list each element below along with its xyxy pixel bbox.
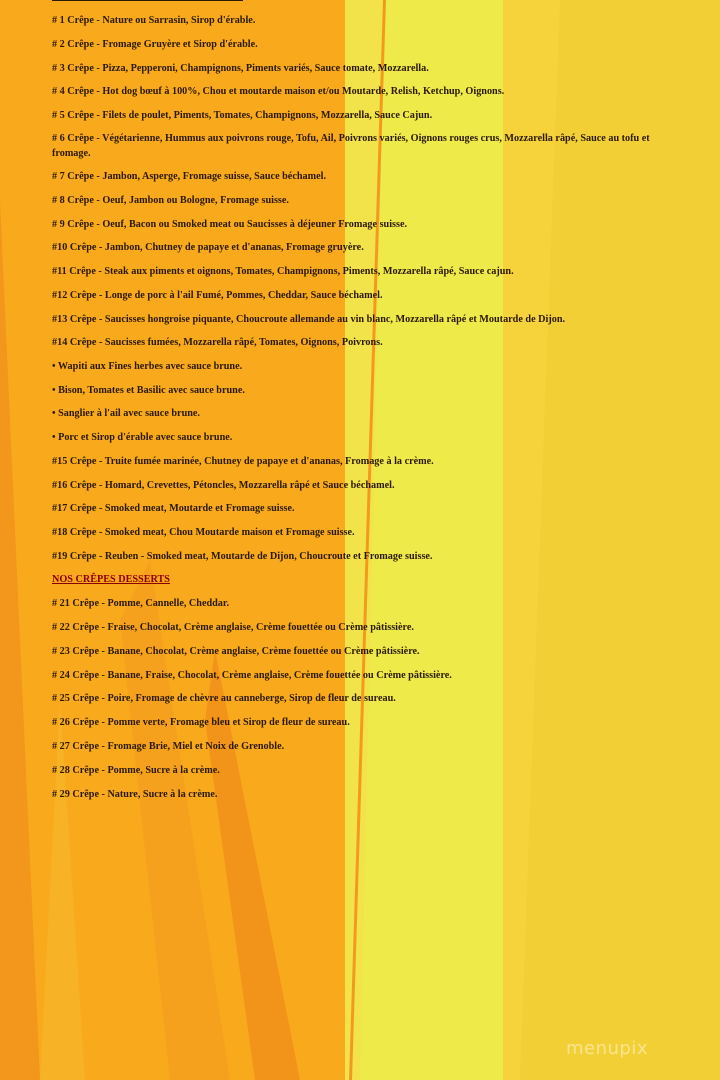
menu-item: #18 Crêpe - Smoked meat, Chou Moutarde maison et Fromage suisse. [52, 527, 355, 538]
menu-item: # 5 Crêpe - Filets de poulet, Piments, Tomates, Champignons, Mozzarella, Sauce Cajun. [52, 110, 433, 121]
menu-item: #15 Crêpe - Truite fumée marinée, Chutney de papaye et d'ananas, Fromage à la crème. [52, 456, 434, 467]
menu-item: #11 Crêpe - Steak aux piments et oignons, Tomates, Champignons, Piments, Mozzarella râpé, Sauce cajun. [52, 266, 514, 277]
menu-item-game: • Sanglier à l'ail avec sauce brune. [52, 408, 200, 419]
menu-item: #10 Crêpe - Jambon, Chutney de papaye et d'ananas, Fromage gruyère. [52, 242, 364, 253]
menu-item: # 1 Crêpe - Nature ou Sarrasin, Sirop d'érable. [52, 15, 256, 26]
menu-item: # 9 Crêpe - Oeuf, Bacon ou Smoked meat ou Saucisses à déjeuner Fromage suisse. [52, 219, 408, 230]
menu-item-game: • Porc et Sirop d'érable avec sauce brune. [52, 432, 233, 443]
menu-item: # 8 Crêpe - Oeuf, Jambon ou Bologne, Fromage suisse. [52, 195, 289, 206]
menu-item: # 2 Crêpe - Fromage Gruyère et Sirop d'érable. [52, 39, 258, 50]
dessert-item: # 28 Crêpe - Pomme, Sucre à la crème. [52, 765, 220, 776]
top-divider [52, 0, 243, 1]
menu-item-game: • Bison, Tomates et Basilic avec sauce brune. [52, 385, 245, 396]
menu-item: # 4 Crêpe - Hot dog bœuf à 100%, Chou et moutarde maison et/ou Moutarde, Relish, Ketchup, Oignons. [52, 86, 505, 97]
dessert-item: # 23 Crêpe - Banane, Chocolat, Crème anglaise, Crème fouettée ou Crème pâtissière. [52, 646, 420, 657]
dessert-item: # 25 Crêpe - Poire, Fromage de chèvre au canneberge, Sirop de fleur de sureau. [52, 693, 396, 704]
menu-item: #16 Crêpe - Homard, Crevettes, Pétoncles, Mozzarella râpé et Sauce béchamel. [52, 480, 395, 491]
menu-item: #17 Crêpe - Smoked meat, Moutarde et Fromage suisse. [52, 503, 295, 514]
dessert-item: # 26 Crêpe - Pomme verte, Fromage bleu et Sirop de fleur de sureau. [52, 717, 350, 728]
menu-item: # 7 Crêpe - Jambon, Asperge, Fromage suisse, Sauce béchamel. [52, 171, 326, 182]
dessert-item: # 22 Crêpe - Fraise, Chocolat, Crème anglaise, Crème fouettée ou Crème pâtissière. [52, 622, 414, 633]
menu-item: # 6 Crêpe - Végétarienne, Hummus aux poivrons rouge, Tofu, Ail, Poivrons variés, Oignons rouges crus, Mozzarella râpé, Sauce au tofu et fromage. [52, 133, 650, 159]
desserts-section-title: NOS CRÊPES DESSERTS [52, 574, 170, 585]
menu-item: #12 Crêpe - Longe de porc à l'ail Fumé, Pommes, Cheddar, Sauce béchamel. [52, 290, 383, 301]
watermark-logo: menupix [566, 1038, 649, 1059]
dessert-item: # 21 Crêpe - Pomme, Cannelle, Cheddar. [52, 598, 230, 609]
menu-item-game: • Wapiti aux Fines herbes avec sauce brune. [52, 361, 243, 372]
menu-item: #19 Crêpe - Reuben - Smoked meat, Moutarde de Dijon, Choucroute et Fromage suisse. [52, 551, 433, 562]
dessert-item: # 27 Crêpe - Fromage Brie, Miel et Noix de Grenoble. [52, 741, 285, 752]
menu-item: #14 Crêpe - Saucisses fumées, Mozzarella râpé, Tomates, Oignons, Poivrons. [52, 337, 383, 348]
dessert-item: # 29 Crêpe - Nature, Sucre à la crème. [52, 789, 218, 800]
menu-item: # 3 Crêpe - Pizza, Pepperoni, Champignons, Piments variés, Sauce tomate, Mozzarella. [52, 63, 429, 74]
menu-item: #13 Crêpe - Saucisses hongroise piquante, Choucroute allemande au vin blanc, Mozzarella râpé et Moutarde de Dijon. [52, 314, 566, 325]
dessert-item: # 24 Crêpe - Banane, Fraise, Chocolat, Crème anglaise, Crème fouettée ou Crème pâtissière. [52, 670, 452, 681]
